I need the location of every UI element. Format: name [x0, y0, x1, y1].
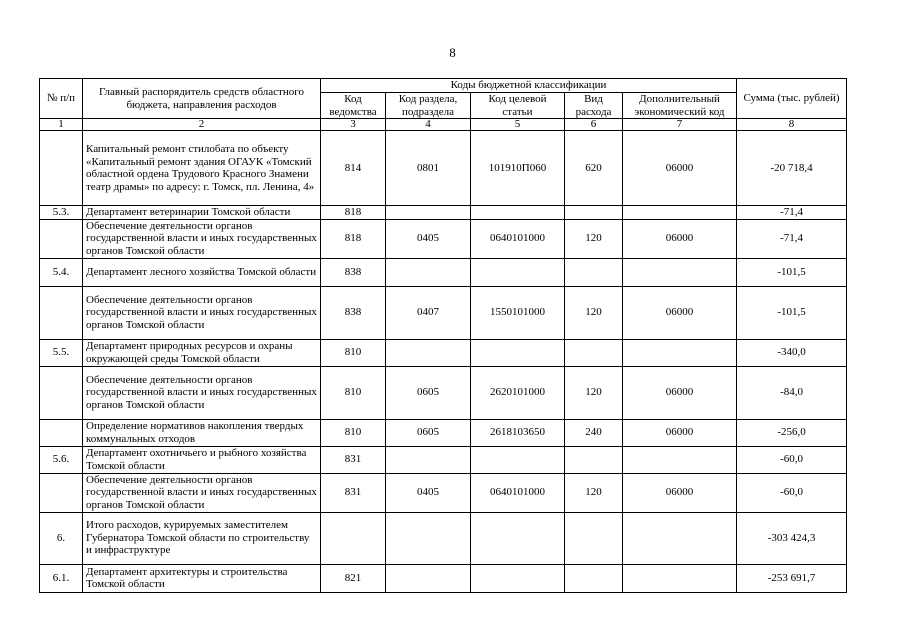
row-summa: -20 718,4	[737, 131, 847, 206]
row-number	[40, 286, 83, 339]
column-index: 7	[623, 119, 737, 131]
row-vid-code	[565, 258, 623, 286]
row-razdel-code: 0407	[386, 286, 471, 339]
header-num: № п/п	[40, 79, 83, 119]
row-statya-code: 1550101000	[471, 286, 565, 339]
row-vedomstvo-code: 821	[321, 564, 386, 592]
row-vedomstvo-code: 814	[321, 131, 386, 206]
row-dop-code: 06000	[623, 473, 737, 512]
row-summa: -256,0	[737, 419, 847, 446]
row-razdel-code	[386, 206, 471, 220]
table-row	[40, 446, 847, 473]
page-number: 8	[449, 45, 456, 60]
row-vid-code: 120	[565, 286, 623, 339]
header-vid: Вид расхода	[565, 93, 623, 119]
row-dop-code	[623, 206, 737, 220]
row-vedomstvo-code: 818	[321, 219, 386, 258]
row-razdel-code	[386, 446, 471, 473]
row-razdel-code	[386, 339, 471, 366]
table-row	[40, 206, 847, 220]
row-number: 5.4.	[40, 258, 83, 286]
table-row	[40, 512, 847, 564]
table-row	[40, 366, 847, 419]
row-statya-code: 2620101000	[471, 366, 565, 419]
row-statya-code	[471, 564, 565, 592]
row-vid-code: 620	[565, 131, 623, 206]
row-number	[40, 219, 83, 258]
row-vedomstvo-code	[321, 512, 386, 564]
table-row	[40, 131, 847, 206]
header-vedomstvo: Код ведомства	[321, 93, 386, 119]
row-razdel-code: 0605	[386, 419, 471, 446]
row-number: 5.6.	[40, 446, 83, 473]
column-index-row	[40, 119, 847, 131]
table-row	[40, 564, 847, 592]
row-number	[40, 131, 83, 206]
row-razdel-code	[386, 512, 471, 564]
row-vedomstvo-code: 831	[321, 446, 386, 473]
row-vedomstvo-code: 810	[321, 366, 386, 419]
row-number: 5.3.	[40, 206, 83, 220]
row-summa: -71,4	[737, 219, 847, 258]
row-statya-code: 101910П060	[471, 131, 565, 206]
header-codes-group: Коды бюджетной классификации	[321, 79, 737, 93]
row-vid-code: 120	[565, 366, 623, 419]
row-dop-code: 06000	[623, 366, 737, 419]
table-row	[40, 286, 847, 339]
table-row	[40, 473, 847, 512]
row-vid-code	[565, 446, 623, 473]
row-dop-code	[623, 512, 737, 564]
column-index: 5	[471, 119, 565, 131]
row-dop-code: 06000	[623, 219, 737, 258]
column-index: 1	[40, 119, 83, 131]
row-vedomstvo-code: 818	[321, 206, 386, 220]
table-row	[40, 419, 847, 446]
row-name: Департамент архитектуры и строительства Томской области	[83, 564, 321, 592]
row-dop-code: 06000	[623, 131, 737, 206]
row-razdel-code: 0405	[386, 219, 471, 258]
row-name: Итого расходов, курируемых заместителем Губернатора Томской области по строительству и инфраструктуре	[83, 512, 321, 564]
row-vid-code	[565, 564, 623, 592]
row-summa: -84,0	[737, 366, 847, 419]
row-number	[40, 366, 83, 419]
row-summa: -101,5	[737, 258, 847, 286]
header-razdel: Код раздела, подраздела	[386, 93, 471, 119]
row-vid-code	[565, 512, 623, 564]
row-summa: -340,0	[737, 339, 847, 366]
row-name: Капитальный ремонт стилобата по объекту «Капитальный ремонт здания ОГАУК «Томский областной ордена Трудового Красного Знамени театр драмы» по адресу: г. Томск, пл. Ленина, 4»	[83, 131, 321, 206]
header-dop: Дополнительный экономический код	[623, 93, 737, 119]
row-summa: -60,0	[737, 473, 847, 512]
row-statya-code: 2618103650	[471, 419, 565, 446]
row-summa: -71,4	[737, 206, 847, 220]
row-name: Обеспечение деятельности органов государственной власти и иных государственных органов Томской области	[83, 286, 321, 339]
row-summa: -303 424,3	[737, 512, 847, 564]
row-name: Обеспечение деятельности органов государственной власти и иных государственных органов Томской области	[83, 473, 321, 512]
row-name: Определение нормативов накопления твердых коммунальных отходов	[83, 419, 321, 446]
row-vedomstvo-code: 838	[321, 258, 386, 286]
row-summa: -60,0	[737, 446, 847, 473]
row-statya-code	[471, 446, 565, 473]
row-razdel-code	[386, 258, 471, 286]
row-vedomstvo-code: 831	[321, 473, 386, 512]
row-summa: -101,5	[737, 286, 847, 339]
row-name: Обеспечение деятельности органов государственной власти и иных государственных органов Томской области	[83, 366, 321, 419]
row-statya-code	[471, 206, 565, 220]
row-razdel-code: 0801	[386, 131, 471, 206]
row-summa: -253 691,7	[737, 564, 847, 592]
header-name: Главный распорядитель средств областного бюджета, направления расходов	[83, 79, 321, 119]
row-statya-code: 0640101000	[471, 219, 565, 258]
row-vedomstvo-code: 838	[321, 286, 386, 339]
table-row	[40, 219, 847, 258]
row-dop-code	[623, 339, 737, 366]
budget-table	[39, 78, 847, 593]
table-row	[40, 258, 847, 286]
row-dop-code	[623, 564, 737, 592]
row-statya-code: 0640101000	[471, 473, 565, 512]
table-row	[40, 339, 847, 366]
row-dop-code	[623, 258, 737, 286]
row-vedomstvo-code: 810	[321, 339, 386, 366]
column-index: 4	[386, 119, 471, 131]
row-vid-code: 120	[565, 219, 623, 258]
row-number	[40, 473, 83, 512]
row-name: Департамент охотничьего и рыбного хозяйства Томской области	[83, 446, 321, 473]
row-statya-code	[471, 258, 565, 286]
row-name: Департамент ветеринарии Томской области	[83, 206, 321, 220]
header-summa: Сумма (тыс. рублей)	[737, 79, 847, 119]
row-name: Департамент природных ресурсов и охраны окружающей среды Томской области	[83, 339, 321, 366]
row-dop-code: 06000	[623, 286, 737, 339]
row-number: 6.	[40, 512, 83, 564]
row-number	[40, 419, 83, 446]
column-index: 8	[737, 119, 847, 131]
column-index: 2	[83, 119, 321, 131]
row-razdel-code	[386, 564, 471, 592]
row-name: Департамент лесного хозяйства Томской области	[83, 258, 321, 286]
row-dop-code	[623, 446, 737, 473]
row-vid-code	[565, 206, 623, 220]
row-statya-code	[471, 512, 565, 564]
row-number: 6.1.	[40, 564, 83, 592]
row-number: 5.5.	[40, 339, 83, 366]
row-vid-code: 120	[565, 473, 623, 512]
row-vid-code	[565, 339, 623, 366]
column-index: 6	[565, 119, 623, 131]
row-vedomstvo-code: 810	[321, 419, 386, 446]
row-name: Обеспечение деятельности органов государственной власти и иных государственных органов Томской области	[83, 219, 321, 258]
row-razdel-code: 0605	[386, 366, 471, 419]
header-statya: Код целевой статьи	[471, 93, 565, 119]
row-razdel-code: 0405	[386, 473, 471, 512]
row-vid-code: 240	[565, 419, 623, 446]
row-statya-code	[471, 339, 565, 366]
column-index: 3	[321, 119, 386, 131]
row-dop-code: 06000	[623, 419, 737, 446]
